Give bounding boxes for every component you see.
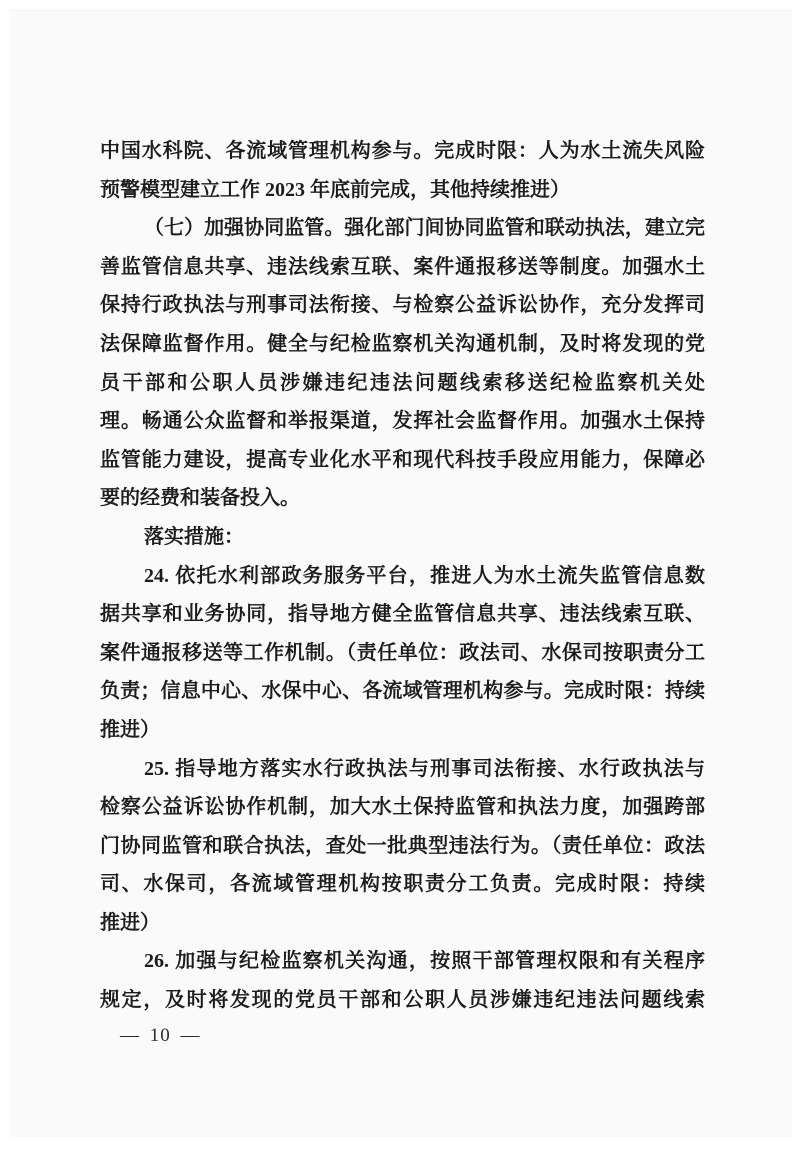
text-line: 保持行政执法与刑事司法衔接、与检察公益诉讼协作，充分发挥司 (100, 294, 705, 317)
text-line: 规定，及时将发现的党员干部和公职人员涉嫌违纪违法问题线索 (100, 989, 705, 1012)
paragraph (100, 132, 705, 209)
text-line: 据共享和业务协同，指导地方健全监管信息共享、违法线索互联、 (100, 603, 705, 626)
text-line: 员干部和公职人员涉嫌违纪违法问题线索移送纪检监察机关处 (100, 371, 705, 394)
paragraph (100, 750, 705, 943)
text-line: 26. 加强与纪检监察机关沟通，按照干部管理权限和有关程序 (144, 950, 705, 973)
text-line: 案件通报移送等工作机制。（责任单位：政法司、水保司按职责分工 (100, 641, 705, 664)
text-line: 24. 依托水利部政务服务平台，推进人为水土流失监管信息数 (144, 564, 705, 587)
text-line: 25. 指导地方落实水行政执法与刑事司法衔接、水行政执法与 (144, 757, 705, 780)
text-line: 负责；信息中心、水保中心、各流域管理机构参与。完成时限：持续 (100, 680, 705, 703)
text-line: 司、水保司，各流域管理机构按职责分工负责。完成时限：持续 (100, 873, 705, 896)
text-line: 落实措施： (144, 525, 244, 548)
text-line: 预警模型建立工作 2023 年底前完成，其他持续推进） (100, 178, 570, 201)
page-number: — 10 — (120, 1025, 201, 1046)
paragraph (100, 557, 705, 750)
text-line: （七）加强协同监管。强化部门间协同监管和联动执法，建立完 (144, 217, 705, 240)
text-line: 推进） (100, 718, 160, 741)
scanned-page (10, 10, 792, 1137)
text-line: 理。畅通公众监督和举报渠道，发挥社会监督作用。加强水土保持 (100, 410, 705, 433)
text-line: 要的经费和装备投入。 (100, 487, 300, 510)
paragraph (100, 209, 705, 518)
text-line: 推进） (100, 911, 160, 934)
text-line: 法保障监督作用。健全与纪检监察机关沟通机制，及时将发现的党 (100, 332, 705, 355)
text-line: 监管能力建设，提高专业化水平和现代科技手段应用能力，保障必 (100, 448, 705, 471)
text-line: 检察公益诉讼协作机制，加大水土保持监管和执法力度，加强跨部 (100, 796, 705, 819)
paragraph (100, 518, 705, 557)
text-line: 中国水科院、各流域管理机构参与。完成时限：人为水土流失风险 (100, 140, 705, 162)
text-line: 门协同监管和联合执法，查处一批典型违法行为。（责任单位：政法 (100, 834, 705, 857)
paragraph (100, 942, 705, 1019)
text-line: 善监管信息共享、违法线索互联、案件通报移送等制度。加强水土 (100, 255, 705, 278)
document-body (100, 132, 705, 1020)
